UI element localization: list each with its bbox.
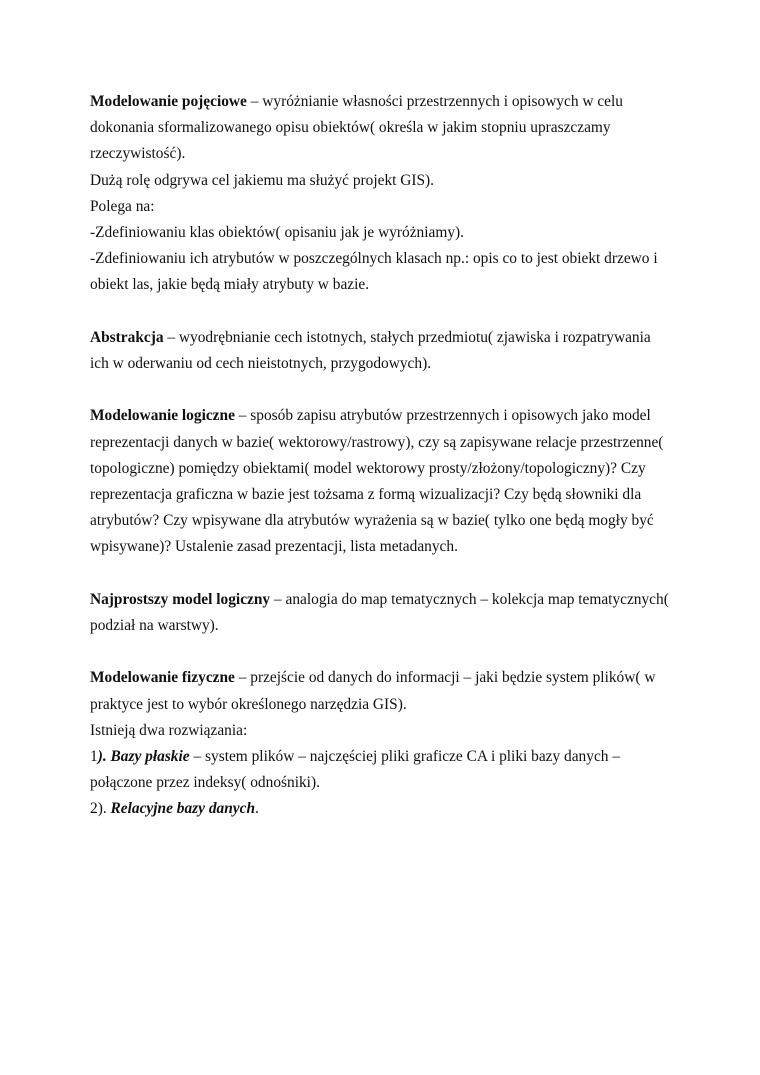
paragraph-najprostszy-model [90,587,670,639]
paragraph-modelowanie-logiczne [90,403,670,560]
list-item-text: . [255,800,259,818]
term-heading: Najprostszy model logiczny [90,590,271,608]
paragraph-line: Istnieją dwa rozwiązania: [90,721,248,739]
term-heading: Modelowanie logiczne [90,407,235,425]
list-item-bazy-plaskie [90,744,670,796]
list-item: -Zdefiniowaniu klas obiektów( opisaniu jak je wyróżniamy). [90,224,464,242]
paragraph-text: – analogia do map tematycznych – kolekcja map tematycznych( podział na warstwy). [90,590,669,635]
paragraph-text: – wyróżnianie własności przestrzennych i opisowych w celu dokonania sformalizowanego opisu obiektów( określa w jakim stopniu upraszczamy rzeczywistość). [90,93,623,163]
list-number: 1 [90,748,98,766]
paragraph-spacer [90,299,670,325]
paragraph-modelowanie-fizyczne [90,665,670,717]
term-heading: Modelowanie pojęciowe [90,93,247,110]
paragraph-modelowanie-pojeciowe [90,89,670,168]
document-page [90,89,670,823]
list-number: 2). [90,800,111,818]
paragraph-text: – wyodrębnianie cech istotnych, stałych przedmiotu( zjawiska i rozpatrywania ich w oderwaniu od cech nieistotnych, przygodowych). [90,328,651,373]
paragraph-line: Dużą rolę odgrywa cel jakiemu ma służyć projekt GIS). [90,171,435,189]
paragraph-text: – sposób zapisu atrybutów przestrzennych i opisowych jako model reprezentacji danych w bazie( wektorowy/rastrowy), czy są zapisywane relacje przestrzenne( topologiczne) pomiędzy obiektami( model wektorowy prosty/złożony/topologiczny)? Czy reprezentacja graficzna w bazie jest tożsama z formą wizualizacji? Czy będą słowniki dla atrybutów? Czy wpisywane dla atrybutów wyrażenia są w bazie( tylko one będą mogły być wpisywane)? Ustalenie zasad prezentacji, lista metadanych. [90,407,664,556]
list-item-title: Relacyjne bazy danych [110,800,256,818]
paragraph-spacer [90,377,670,403]
term-heading: Abstrakcja [90,328,164,346]
list-item-text: – system plików – najczęściej pliki graficze CA i pliki bazy danych – połączone przez indeksy( odnośniki). [90,748,621,792]
paragraph-spacer [90,639,670,665]
paragraph-text: – przejście od danych do informacji – jaki będzie system plików( w praktyce jest to wybór określonego narzędzia GIS). [90,669,656,713]
term-heading: Modelowanie fizyczne [90,669,235,687]
paragraph-abstrakcja [90,325,670,377]
list-item-relacyjne [90,796,670,822]
paragraph-spacer [90,561,670,587]
paragraph-line: Polega na: [90,197,155,215]
list-item-title: ). Bazy płaskie [97,748,190,766]
list-item: -Zdefiniowaniu ich atrybutów w poszczególnych klasach np.: opis co to jest obiekt drzewo i obiekt las, jakie będą miały atrybuty w bazie. [90,250,658,294]
